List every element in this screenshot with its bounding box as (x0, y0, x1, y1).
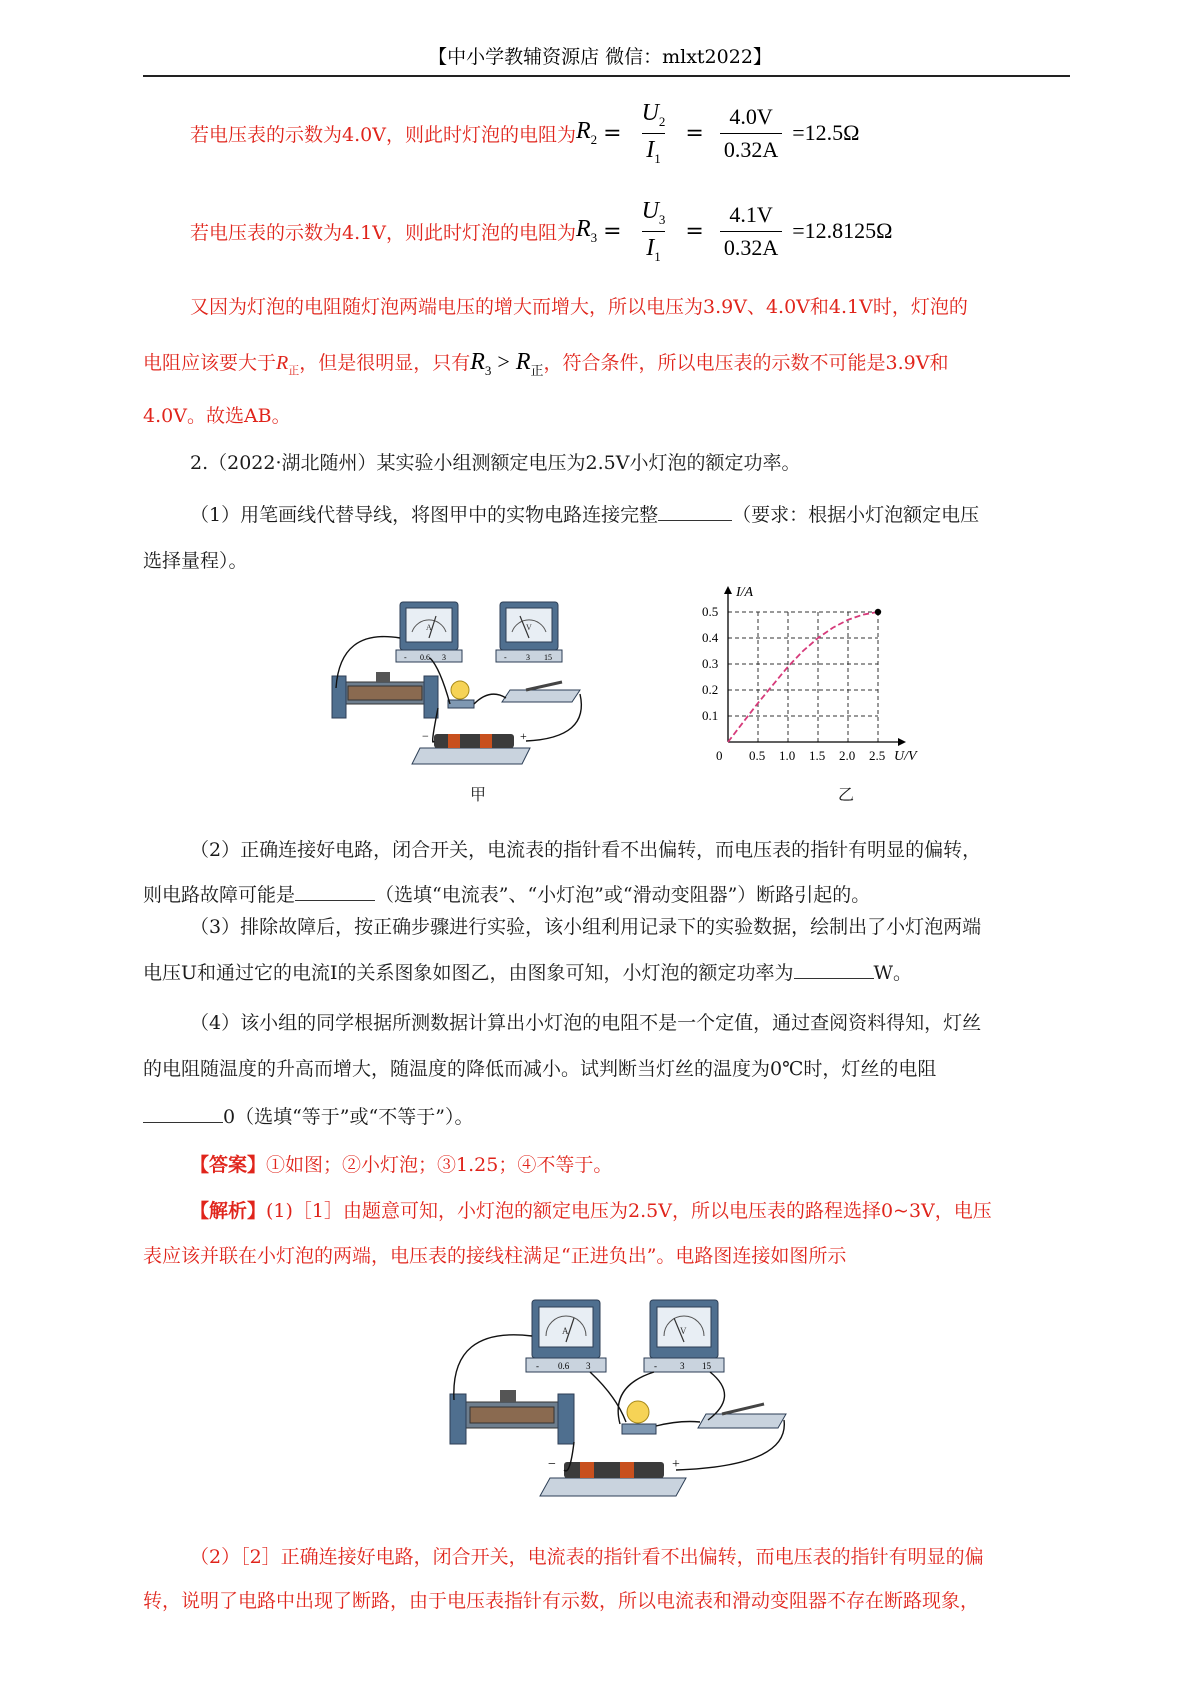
analysis-line2: 表应该并联在小灯泡的两端，电压表的接线柱满足“正进负出”。电路图连接如图所示 (143, 1245, 847, 1267)
eq1-text: 若电压表的示数为4.0V，则此时灯泡的电阻为 (190, 123, 576, 146)
para1-line1: 又因为灯泡的电阻随灯泡两端电压的增大而增大，所以电压为3.9V、4.0V和4.1V时，灯泡的 (190, 296, 968, 318)
x-tick-label: 2.5 (869, 748, 886, 763)
svg-text:V: V (526, 623, 532, 632)
svg-text:3: 3 (526, 653, 530, 662)
page-header: 【中小学教辅资源店 微信：mlxt2022】 (428, 46, 772, 68)
q2-part1-line2: 选择量程）。 (143, 550, 248, 572)
eq1-fraction-symbolic: $\frac{U_2}{I_1}$ (641, 100, 666, 166)
eq2-text: 若电压表的示数为4.1V，则此时灯泡的电阻为 (190, 221, 576, 244)
blank-1 (658, 520, 732, 521)
rheostat (332, 672, 438, 718)
circuit-figure-jia (330, 598, 640, 778)
svg-text:3: 3 (680, 1361, 685, 1371)
y-tick-label: 0.2 (702, 682, 719, 697)
para1-line2: 电阻应该要大于$R_正$，但是很明显，只有$R_3 > R_正$，符合条件，所以电压表的示数不可能是3.9V和 (143, 349, 949, 378)
analysis-line3: （2）［2］正确连接好电路，闭合开关，电流表的指针看不出偏转，而电压表的指针有明显的偏 (190, 1546, 984, 1568)
svg-text:-: - (536, 1361, 539, 1371)
ammeter-answer (526, 1300, 606, 1372)
circuit-figure-answer (440, 1296, 800, 1516)
iu-chart (690, 582, 930, 772)
blank-4 (143, 1122, 223, 1123)
svg-text:V: V (680, 1326, 687, 1336)
svg-text:-: - (654, 1361, 657, 1371)
equation-r3 (190, 198, 893, 265)
x-tick-label: 2.0 (839, 748, 856, 763)
svg-text:-: - (504, 653, 507, 662)
eq2-equals: = (603, 218, 622, 244)
answer-line: 【答案】①如图；②小灯泡；③1.25；④不等于。 (190, 1154, 613, 1176)
y-axis-arrow (724, 586, 732, 594)
svg-text:−: − (548, 1457, 556, 1472)
svg-text:15: 15 (544, 653, 552, 662)
y-tick-label: 0.3 (702, 656, 719, 671)
svg-text:0.6: 0.6 (558, 1361, 570, 1371)
equation-r2 (190, 100, 860, 167)
switch (502, 682, 580, 702)
chart-ticks (702, 585, 918, 764)
eq1-lhs: $R_2$ (575, 118, 598, 148)
svg-text:A: A (426, 623, 432, 632)
svg-text:3: 3 (586, 1361, 591, 1371)
eq2-result: =12.8125Ω (792, 218, 893, 244)
x-tick-label: 0 (716, 748, 723, 763)
eq2-fraction-symbolic: $\frac{U_3}{I_1}$ (641, 198, 666, 264)
q2-part4-line2: 的电阻随温度的升高而增大，随温度的降低而减小。试判断当灯丝的温度为0℃时，灯丝的电阻 (143, 1058, 937, 1080)
eq2-lhs: $R_3$ (575, 216, 598, 246)
eq1-equals-2: = (685, 120, 704, 146)
voltmeter (496, 602, 562, 662)
battery-answer (540, 1457, 686, 1496)
q2-part2-line2: 则电路故障可能是 （选填“电流表”、“小灯泡”或“滑动变阻器”）断路引起的。 (143, 884, 871, 906)
iu-curve (728, 612, 878, 742)
x-axis-arrow (898, 738, 906, 746)
svg-text:-: - (404, 653, 407, 662)
y-tick-label: 0.1 (702, 708, 719, 723)
svg-text:−: − (422, 729, 429, 743)
rheostat-answer (450, 1390, 574, 1444)
q2-part4-line3: 0（选填“等于”或“不等于”）。 (143, 1102, 473, 1132)
svg-text:+: + (520, 729, 527, 743)
eq1-equals: = (603, 120, 622, 146)
svg-text:A: A (562, 1326, 569, 1336)
svg-text:0.6: 0.6 (420, 653, 430, 662)
iu-end-point (875, 609, 881, 615)
switch-answer (698, 1404, 786, 1428)
chart-series (728, 609, 881, 742)
blank-3 (794, 978, 874, 979)
light-bulb-icon-answer (622, 1401, 656, 1434)
q2-part3-line1: （3）排除故障后，按正确步骤进行实验，该小组利用记录下的实验数据，绘制出了小灯泡两端 (190, 916, 982, 938)
caption-jia: 甲 (470, 785, 487, 804)
analysis-line4: 转，说明了电路中出现了断路，由于电压表指针有示数，所以电流表和滑动变阻器不存在断路现象， (143, 1590, 980, 1612)
x-tick-label: 0.5 (749, 748, 766, 763)
para1-line3: 4.0V。故选AB。 (143, 405, 291, 427)
eq2-equals-2: = (685, 218, 704, 244)
q2-part2-line1: （2）正确连接好电路，闭合开关，电流表的指针看不出偏转，而电压表的指针有明显的偏转， (190, 839, 982, 861)
chart-grid (728, 612, 878, 742)
q2-part1-line1: （1）用笔画线代替导线，将图甲中的实物电路连接完整 （要求：根据小灯泡额定电压 (190, 504, 980, 526)
q2-part3-line2: 电压U和通过它的电流I的关系图象如图乙，由图象可知，小灯泡的额定功率为 W。 (143, 962, 913, 984)
ammeter (396, 602, 462, 662)
y-tick-label: 0.4 (702, 630, 719, 645)
q2-stem: 2.（2022·湖北随州）某实验小组测额定电压为2.5V小灯泡的额定功率。 (190, 452, 801, 474)
x-tick-label: 1.0 (779, 748, 796, 763)
voltmeter-answer (644, 1300, 724, 1372)
battery (412, 729, 530, 764)
analysis-line1: 【解析】(1)［1］由题意可知，小灯泡的额定电压为2.5V，所以电压表的路程选择0~3V，电压 (190, 1200, 992, 1222)
y-axis-label: I/A (736, 585, 754, 600)
svg-text:3: 3 (442, 653, 446, 662)
q2-part4-line1: （4）该小组的同学根据所测数据计算出小灯泡的电阻不是一个定值，通过查阅资料得知，灯丝 (190, 1012, 982, 1034)
eq1-result: =12.5Ω (792, 120, 860, 146)
x-axis-label: U/V (894, 749, 917, 764)
header-rule (143, 75, 1070, 77)
y-tick-label: 0.5 (702, 604, 719, 619)
eq1-fraction-numeric: $\frac{4.0V}{0.32A}$ (720, 104, 782, 163)
blank-2 (295, 900, 375, 901)
caption-yi: 乙 (838, 785, 855, 804)
svg-text:15: 15 (702, 1361, 711, 1371)
eq2-fraction-numeric: $\frac{4.1V}{0.32A}$ (720, 202, 782, 261)
svg-text:+: + (672, 1457, 680, 1472)
x-tick-label: 1.5 (809, 748, 826, 763)
light-bulb-icon (448, 681, 474, 708)
